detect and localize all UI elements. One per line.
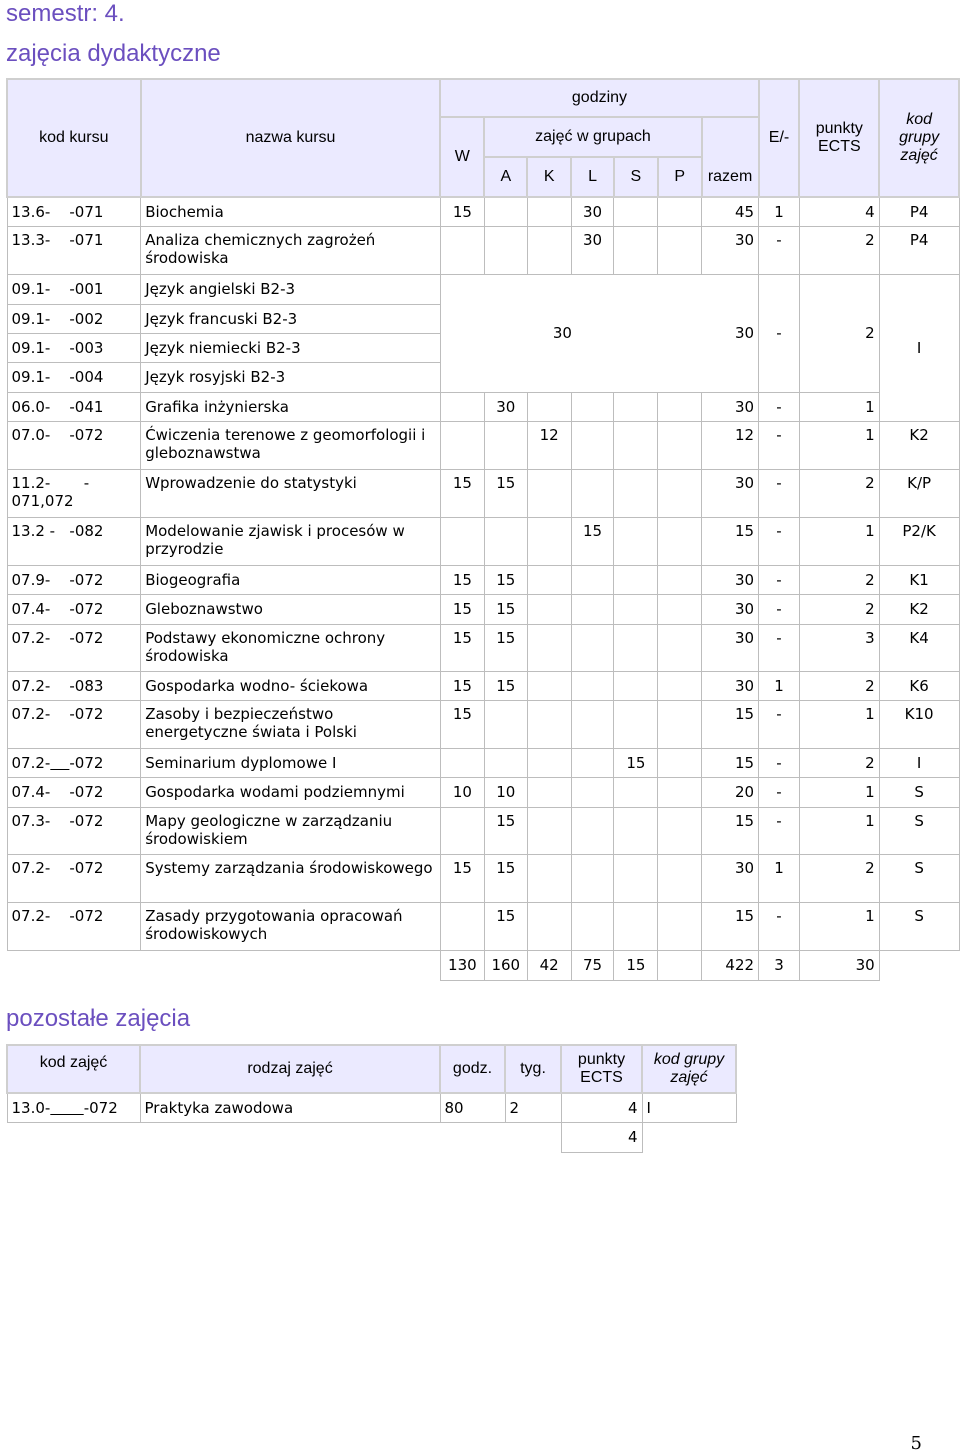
- header-a: A: [484, 157, 527, 197]
- header-zajec-w-grupach: zajęć w grupach: [484, 117, 701, 157]
- table-row: 07.0- -072 Ćwiczenia terenowe z geomorfologii i gleboznawstwa 12 12 - 1 K2: [7, 421, 959, 469]
- other-header-grupa: kod grupy zajęć: [642, 1045, 736, 1093]
- table-row: 06.0- -041 Grafika inżynierska 30 30 - 1: [7, 392, 959, 421]
- header-l: L: [571, 157, 614, 197]
- other-total-ects: 4: [561, 1122, 642, 1152]
- other-section-title: pozostałe zajęcia: [6, 1005, 191, 1032]
- other-totals-row: [7, 1122, 736, 1152]
- table-row: 07.4- -072 Gleboznawstwo 15 15 30 - 2 K2: [7, 594, 959, 624]
- header-kod-grupy: kod grupy zajęć: [879, 79, 959, 197]
- section-title: zajęcia dydaktyczne: [6, 40, 221, 67]
- language-ects: 2: [799, 274, 879, 392]
- table-row: 09.1- -003 Język niemiecki B2-3: [7, 333, 959, 362]
- other-header-rodzaj: rodzaj zajęć: [140, 1045, 440, 1093]
- courses-table: [6, 78, 960, 981]
- header-s: S: [614, 157, 658, 197]
- total-ects: 30: [799, 950, 879, 980]
- header-k: K: [527, 157, 571, 197]
- language-hours-razem: 30: [734, 324, 755, 342]
- table-row: 13.0- -072 Praktyka zawodowa 80 2 4 I: [7, 1093, 736, 1122]
- total-k: 42: [527, 950, 571, 980]
- header-egzamin: E/-: [759, 79, 800, 197]
- total-s: 15: [614, 950, 658, 980]
- table-row: 07.2- -072 Zasady przygotowania opracowań środowiskowych 15 15 - 1 S: [7, 902, 959, 950]
- language-hours-k: 30: [552, 324, 572, 342]
- header-p: P: [658, 157, 702, 197]
- header-razem: razem: [702, 117, 759, 197]
- total-a: 160: [484, 950, 527, 980]
- table-row: 07.2- -072 Podstawy ekonomiczne ochrony środowiska 15 15 30 - 3 K4: [7, 624, 959, 671]
- header-kod-kursu: kod kursu: [7, 79, 141, 197]
- other-header-ects: punkty ECTS: [561, 1045, 642, 1093]
- table-row: 07.2- -072 Seminarium dyplomowe I 15 15 - 2 I: [7, 748, 959, 777]
- table-row: 13.2 - -082 Modelowanie zjawisk i procesów w przyrodzie 15 15 - 1 P2/K: [7, 517, 959, 565]
- total-w: 130: [440, 950, 484, 980]
- total-razem: 422: [702, 950, 759, 980]
- language-egzamin: -: [759, 274, 800, 392]
- header-w: W: [440, 117, 484, 197]
- table-row: 07.2- -083 Gospodarka wodno- ściekowa 15 15 30 1 2 K6: [7, 671, 959, 700]
- table-row: 09.1- -001 Język angielski B2-3 30 30 - 2 I: [7, 274, 959, 304]
- table-row: 07.3- -072 Mapy geologiczne w zarządzaniu środowiskiem 15 15 - 1 S: [7, 807, 959, 854]
- other-header-kod: kod zajęć: [7, 1045, 140, 1093]
- total-l: 75: [571, 950, 614, 980]
- table-row: 07.4- -072 Gospodarka wodami podziemnymi 10 10 20 - 1 S: [7, 777, 959, 807]
- language-grupa: I: [879, 274, 959, 421]
- other-classes-table: [6, 1044, 737, 1153]
- table-row: 07.2- -072 Zasoby i bezpieczeństwo energetyczne świata i Polski 15 15 - 1 K10: [7, 700, 959, 748]
- table-row: 11.2- - 071,072 Wprowadzenie do statystyki 15 15 30 - 2 K/P: [7, 469, 959, 517]
- header-godziny: godziny: [440, 79, 758, 117]
- page-number: 5: [910, 1433, 922, 1454]
- table-row: 13.6- -071 Biochemia 15 30 45 1 4 P4: [7, 197, 959, 226]
- language-hours-block: [440, 274, 758, 392]
- table-row: 07.9- -072 Biogeografia 15 15 30 - 2 K1: [7, 565, 959, 594]
- table-row: 13.3- -071 Analiza chemicznych zagrożeń środowiska 30 30 - 2 P4: [7, 226, 959, 274]
- table-row: 09.1- -004 Język rosyjski B2-3: [7, 362, 959, 392]
- other-header-tyg: tyg.: [505, 1045, 561, 1093]
- total-egzamin: 3: [759, 950, 800, 980]
- header-ects: punkty ECTS: [799, 79, 879, 197]
- table-row: 09.1- -002 Język francuski B2-3: [7, 304, 959, 333]
- semester-title: semestr: 4.: [6, 0, 125, 27]
- header-nazwa-kursu: nazwa kursu: [141, 79, 441, 197]
- table-row: 07.2- -072 Systemy zarządzania środowiskowego 15 15 30 1 2 S: [7, 854, 959, 902]
- other-header-godz: godz.: [440, 1045, 505, 1093]
- totals-row: [7, 950, 959, 980]
